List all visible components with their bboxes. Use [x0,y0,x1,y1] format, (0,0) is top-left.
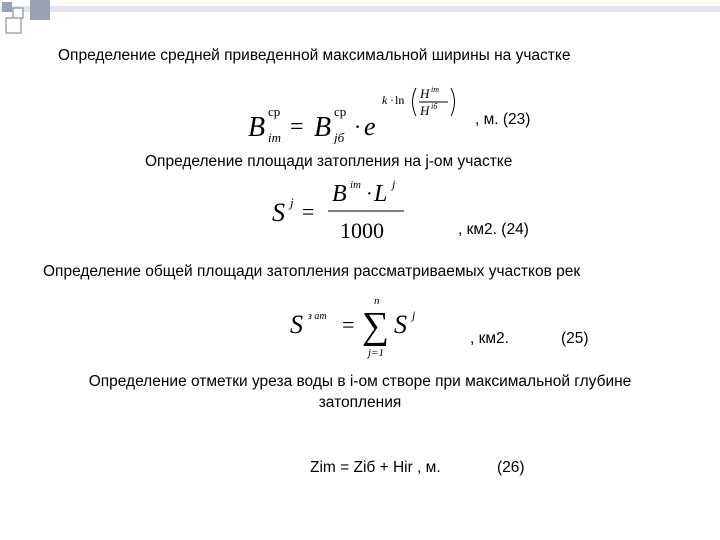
number-26: (26) [497,459,525,476]
heading-23: Определение средней приведенной максимальной ширины на участке [58,47,571,64]
decor-square-outline [6,18,21,33]
f23-den-sup: iб [431,102,438,111]
f23-lhs-sub: im [268,130,281,144]
formula-25 [288,288,438,364]
formula-26: Zim = Ziб + Hir , м. [310,459,441,476]
f23-den: H [420,103,430,118]
suffix-23: , м. (23) [475,111,531,128]
f23-left-paren [413,88,417,116]
suffix-25: , км2. [470,330,509,347]
f24-eq: = [302,199,315,224]
heading-26-line2: затопления [318,394,402,411]
f23-exp-dot: · [390,93,394,107]
f25-lower: j=1 [368,347,384,359]
f24-num-im: im [350,179,361,191]
f23-right-paren [451,88,455,116]
f23-eq: = [290,114,304,140]
heading-25: Определение общей площади затопления рассматриваемых участков рек [43,263,581,280]
f23-num: H [420,86,430,101]
number-25: (25) [561,330,589,347]
f23-e: e [364,112,376,141]
f23-num-sup: im [431,85,439,94]
f25-eq: = [342,312,355,337]
f24-S: S [272,198,285,227]
f24-num-dot: · [366,183,373,205]
f25-upper: n [374,295,380,307]
f23-exp-k: k [382,93,388,107]
f24-num-L: L [374,181,388,207]
decor-square-small [2,2,12,12]
f25-term: S [394,310,407,339]
decor-square-outline-small [13,8,23,18]
f25-sup: з ат [308,311,327,322]
f23-dot: · [354,114,362,139]
formula-23 [248,84,498,144]
f23-rhs-sup: ср [334,104,347,119]
f24-sup-j: j [290,195,294,210]
f24-num-B: B [332,181,347,207]
f24-num-j: j [392,177,396,191]
f23-rhs-base: B [314,112,332,143]
f25-S: S [290,310,303,339]
f23-lhs-sup: ср [268,104,281,119]
heading-24: Определение площади затопления на j-ом участке [145,153,513,170]
f24-den: 1000 [340,218,384,243]
slide-decoration [0,0,720,40]
f25-term-sup: j [412,308,416,322]
decor-stripe [0,6,720,12]
heading-26-line1: Определение отметки уреза воды в i-ом створе при максимальной глубине [88,373,632,390]
f25-sum: ∑ [362,305,390,347]
suffix-24: , км2. (24) [458,221,529,238]
formula-24 [270,176,420,244]
f23-rhs-sub: jб [334,130,345,144]
f23-exp-ln: ln [395,93,405,107]
f23-lhs-base: B [248,112,266,143]
decor-square-large [30,0,50,20]
